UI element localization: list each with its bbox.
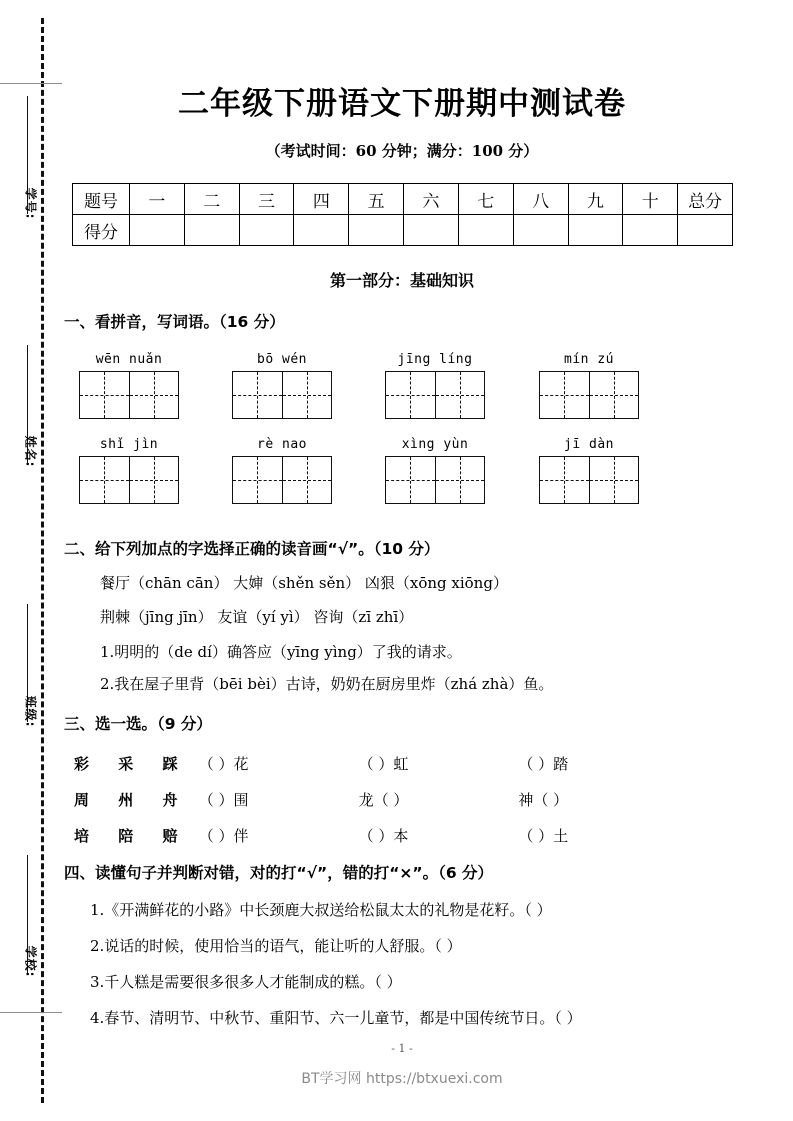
score-cell-2[interactable] [184,215,239,246]
score-table-col-6: 六 [404,184,459,215]
score-table-col-2: 二 [184,184,239,215]
pinyin-label-5: shǐ jìn [99,437,159,452]
tianzige-cell[interactable] [129,457,178,503]
tianzige-cell[interactable] [589,372,638,418]
score-cell-10[interactable] [623,215,678,246]
score-cell-6[interactable] [404,215,459,246]
table-row-question-numbers [73,184,733,215]
score-cell-3[interactable] [239,215,294,246]
pinyin-label-2: bō wén [257,352,307,367]
pinyin-group-2 [232,352,332,419]
pinyin-group-1 [79,352,179,419]
question-3-row-3-chars: 培 陪 赔 [74,827,190,845]
margin-label-school: 学校: [23,945,38,978]
question-3-row-3 [74,825,673,846]
question-2-heading: 二、给下列加点的字选择正确的读音画“√”。（10 分） [64,540,440,558]
score-cell-4[interactable] [294,215,349,246]
pinyin-label-4: mín zú [564,352,614,367]
tianzige-cell[interactable] [540,457,589,503]
score-table-col-7: 七 [458,184,513,215]
seal-top-rule [0,83,62,84]
question-3-row-2-chars: 周 州 舟 [74,791,190,809]
pinyin-label-3: jīng líng [397,352,473,367]
tianzige-cell[interactable] [233,372,282,418]
page-subtitle: （考试时间：60 分钟；满分：100 分） [265,142,539,160]
pinyin-group-8 [539,437,639,504]
pinyin-group-3 [385,352,485,419]
score-table-row-label-2: 得分 [73,215,130,246]
tianzige-box-8[interactable] [539,456,639,504]
seal-bottom-rule [0,1012,62,1013]
score-table-col-9: 九 [568,184,623,215]
question-3-row-3-slot-2[interactable]: （ ）本 [358,827,409,845]
pinyin-label-1: wēn nuǎn [95,352,163,367]
tianzige-box-4[interactable] [539,371,639,419]
question-2-line-3: 1.明明的（de dí）确答应（yīng yìng）了我的请求。 [100,643,462,661]
tianzige-cell[interactable] [129,372,178,418]
pinyin-group-4 [539,352,639,419]
score-cell-total[interactable] [678,215,733,246]
pinyin-group-5 [79,437,179,504]
pinyin-label-6: rè nao [257,437,307,452]
pinyin-label-8: jī dàn [564,437,614,452]
score-table-col-1: 一 [130,184,185,215]
margin-label-name: 姓名: [23,435,38,468]
question-3-heading: 三、选一选。（9 分） [64,715,212,733]
question-3-row-2-slot-1[interactable]: （ ）围 [198,791,249,809]
score-table-col-10: 十 [623,184,678,215]
table-row-scores [73,215,733,246]
pinyin-label-7: xìng yùn [401,437,469,452]
tianzige-box-5[interactable] [79,456,179,504]
question-2-line-4: 2.我在屋子里背（bēi bèi）古诗，奶奶在厨房里炸（zhá zhà）鱼。 [100,675,554,693]
tianzige-box-2[interactable] [232,371,332,419]
tianzige-box-6[interactable] [232,456,332,504]
tianzige-cell[interactable] [386,457,435,503]
score-cell-9[interactable] [568,215,623,246]
question-4-item-3[interactable]: 3.千人糕是需要很多很多人才能制成的糕。（ ） [90,973,402,991]
question-4-item-1[interactable]: 1.《开满鲜花的小路》中长颈鹿大叔送给松鼠太太的礼物是花籽。（ ） [90,901,552,919]
question-4-heading: 四、读懂句子并判断对错，对的打“√”，错的打“×”。（6 分） [64,864,494,882]
site-watermark: BT学习网 https://btxuexi.com [301,1071,503,1087]
question-3-row-1-slot-2[interactable]: （ ）虹 [358,755,409,773]
score-table-col-3: 三 [239,184,294,215]
tianzige-cell[interactable] [80,372,129,418]
tianzige-cell[interactable] [540,372,589,418]
score-table-col-5: 五 [349,184,404,215]
question-3-row-1-slot-3[interactable]: （ ）踏 [518,755,569,773]
pinyin-group-6 [232,437,332,504]
score-cell-7[interactable] [458,215,513,246]
tianzige-cell[interactable] [386,372,435,418]
question-1-heading: 一、看拼音，写词语。（16 分） [64,313,285,331]
page-title: 二年级下册语文下册期中测试卷 [178,86,626,122]
question-3-row-1 [74,753,673,774]
exam-page [62,0,793,1121]
tianzige-box-1[interactable] [79,371,179,419]
score-table [72,183,733,246]
question-3-row-1-chars: 彩 采 踩 [74,755,190,773]
tianzige-box-7[interactable] [385,456,485,504]
score-table-row-label-1: 题号 [73,184,130,215]
tianzige-cell[interactable] [435,457,484,503]
margin-label-student-id: 学号: [23,187,38,220]
margin-label-class: 班级: [23,695,38,728]
score-table-col-total: 总分 [678,184,733,215]
tianzige-cell[interactable] [435,372,484,418]
tianzige-cell[interactable] [589,457,638,503]
seal-dashed-line [41,18,44,1103]
question-4-item-4[interactable]: 4.春节、清明节、中秋节、重阳节、六一儿童节，都是中国传统节日。（ ） [90,1009,582,1027]
score-cell-8[interactable] [513,215,568,246]
tianzige-box-3[interactable] [385,371,485,419]
score-cell-1[interactable] [130,215,185,246]
question-3-row-3-slot-3[interactable]: （ ）土 [518,827,569,845]
question-3-row-2-slot-3[interactable]: 神（ ） [518,791,569,809]
question-2-line-2: 荆棘（jīng jīn） 友谊（yí yì） 咨询（zī zhī） [100,608,414,626]
seal-line-margin [0,0,62,1121]
tianzige-cell[interactable] [282,457,331,503]
score-table-col-8: 八 [513,184,568,215]
score-cell-5[interactable] [349,215,404,246]
pinyin-group-7 [385,437,485,504]
question-3-row-3-slot-1[interactable]: （ ）伴 [198,827,249,845]
question-3-row-2 [74,789,673,810]
question-2-line-1: 餐厅（chān cān） 大婶（shěn sěn） 凶狠（xōng xiōng） [100,574,508,592]
question-3-row-2-slot-2[interactable]: 龙（ ） [358,791,409,809]
page-number: - 1 - [391,1042,413,1055]
tianzige-cell[interactable] [80,457,129,503]
tianzige-cell[interactable] [233,457,282,503]
question-3-row-1-slot-1[interactable]: （ ）花 [198,755,249,773]
score-table-col-4: 四 [294,184,349,215]
tianzige-cell[interactable] [282,372,331,418]
question-4-item-2[interactable]: 2.说话的时候，使用恰当的语气，能让听的人舒服。（ ） [90,937,462,955]
part1-heading: 第一部分：基础知识 [329,271,474,290]
